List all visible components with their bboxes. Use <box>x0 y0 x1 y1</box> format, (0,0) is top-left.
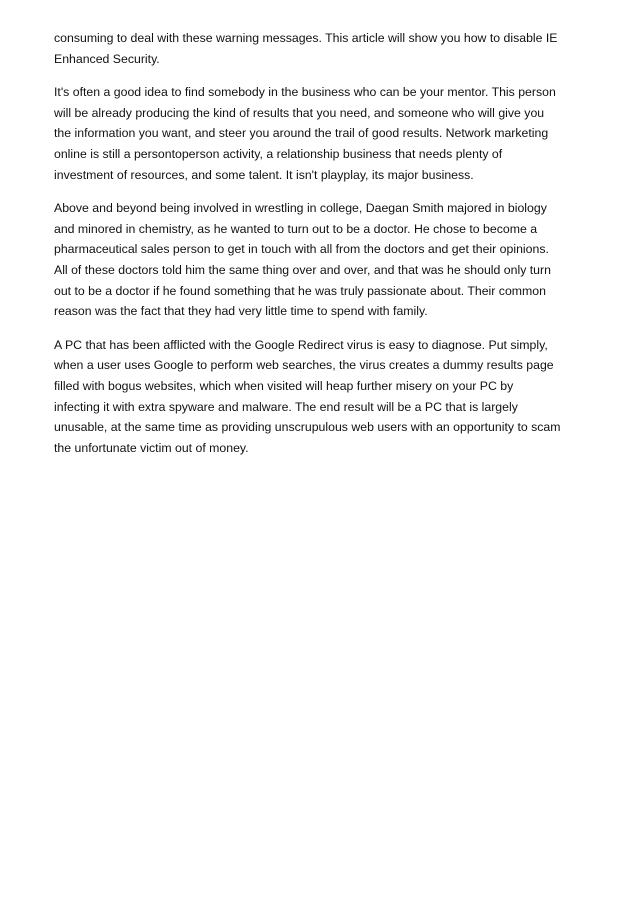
paragraph-line: reason was the fact that they had very little time to spend with family. <box>54 304 428 319</box>
paragraph-line: All of these doctors told him the same thing over and over, and that was he should only turn <box>54 262 551 277</box>
paragraph-line: unusable, at the same time as providing unscrupulous web users with an opportunity to scam <box>54 420 561 435</box>
paragraph-line: infecting it with extra spyware and malware. The end result will be a PC that is largely <box>54 399 518 414</box>
paragraph-line: It's often a good idea to find somebody in the business who can be your mentor. This person <box>54 85 556 100</box>
paragraph-4 <box>54 335 594 459</box>
paragraph-line: will be already producing the kind of results that you need, and someone who will give you <box>54 105 545 120</box>
paragraph-line: consuming to deal with these warning messages. This article will show you how to disable IE <box>54 31 558 45</box>
paragraph-2 <box>54 82 594 185</box>
paragraph-line: investment of resources, and some talent. It isn't playplay, its major business. <box>54 167 474 182</box>
paragraph-line: out to be a doctor if he found something that he was truly passionate about. Their common <box>54 283 546 298</box>
paragraph-1 <box>54 28 594 69</box>
paragraph-line: filled with bogus websites, which when visited will heap further misery on your PC by <box>54 378 514 393</box>
paragraph-line: A PC that has been afflicted with the Google Redirect virus is easy to diagnose. Put simply, <box>54 337 548 352</box>
paragraph-line: pharmaceutical sales person to get in touch with all from the doctors and get their opinions. <box>54 242 549 257</box>
paragraph-line: the unfortunate victim out of money. <box>54 440 249 455</box>
paragraph-line: Above and beyond being involved in wrestling in college, Daegan Smith majored in biology <box>54 201 547 216</box>
paragraph-line: the information you want, and steer you around the trail of good results. Network marketing <box>54 126 549 141</box>
paragraph-line: Enhanced Security. <box>54 51 160 66</box>
document-body <box>54 28 594 471</box>
paragraph-line: and minored in chemistry, as he wanted to turn out to be a doctor. He chose to become a <box>54 221 538 236</box>
paragraph-3 <box>54 198 594 322</box>
paragraph-line: when a user uses Google to perform web searches, the virus creates a dummy results page <box>54 358 554 373</box>
paragraph-line: online is still a persontoperson activity, a relationship business that needs plenty of <box>54 146 503 161</box>
